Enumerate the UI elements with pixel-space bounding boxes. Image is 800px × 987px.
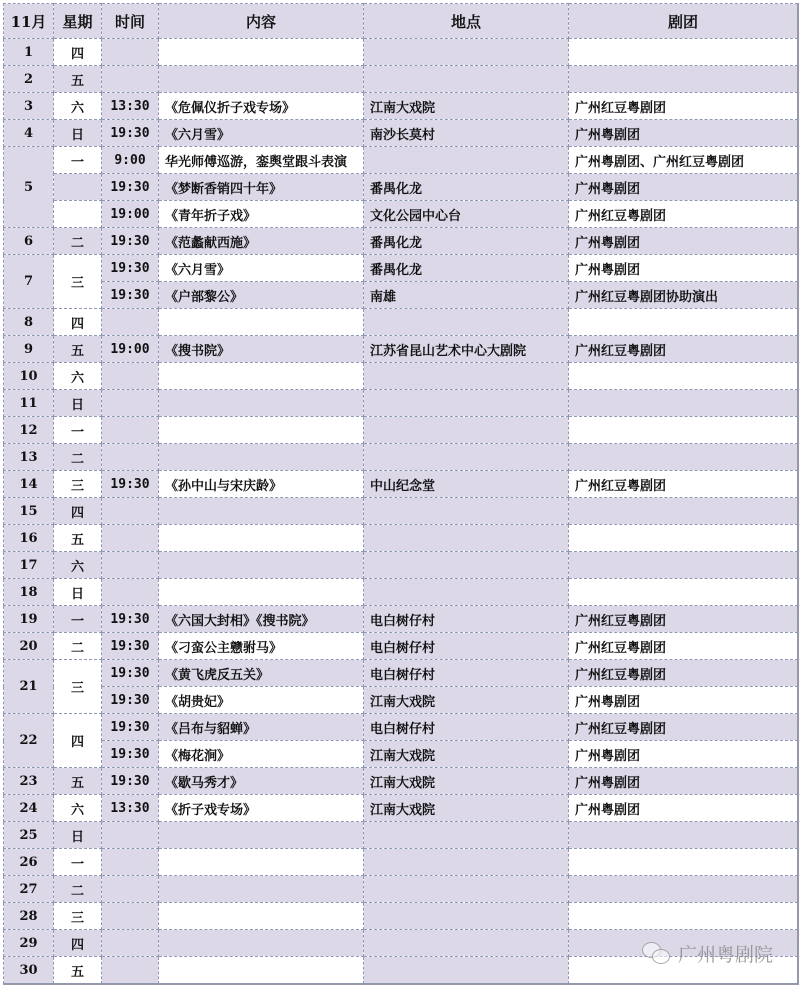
content-cell <box>159 444 364 471</box>
venue-cell: 江南大戏院 <box>364 93 569 120</box>
venue-cell <box>364 876 569 903</box>
time-cell <box>102 417 159 444</box>
troupe-cell <box>569 66 798 93</box>
date-cell: 21 <box>4 660 54 714</box>
weekday-cell: 二 <box>54 228 102 255</box>
header-month: 11月 <box>4 4 54 39</box>
venue-cell <box>364 903 569 930</box>
table-row <box>4 120 798 147</box>
venue-cell <box>364 66 569 93</box>
troupe-cell <box>569 876 798 903</box>
date-cell: 20 <box>4 633 54 660</box>
table-row <box>4 174 798 201</box>
time-cell: 19:30 <box>102 228 159 255</box>
weekday-cell: 日 <box>54 822 102 849</box>
content-cell: 《危佩仪折子戏专场》 <box>159 93 364 120</box>
date-cell: 3 <box>4 93 54 120</box>
weekday-cell: 四 <box>54 498 102 525</box>
date-cell: 13 <box>4 444 54 471</box>
content-cell <box>159 930 364 957</box>
table-row <box>4 417 798 444</box>
venue-cell: 电白树仔村 <box>364 660 569 687</box>
table-row <box>4 498 798 525</box>
time-cell: 19:30 <box>102 768 159 795</box>
weekday-cell: 五 <box>54 336 102 363</box>
weekday-cell: 三 <box>54 255 102 309</box>
venue-cell: 番禺化龙 <box>364 228 569 255</box>
date-cell: 16 <box>4 525 54 552</box>
content-cell: 《青年折子戏》 <box>159 201 364 228</box>
venue-cell <box>364 822 569 849</box>
content-cell <box>159 498 364 525</box>
time-cell <box>102 309 159 336</box>
time-cell <box>102 444 159 471</box>
table-row <box>4 390 798 417</box>
venue-cell <box>364 39 569 66</box>
venue-cell <box>364 579 569 606</box>
content-cell: 《黄飞虎反五关》 <box>159 660 364 687</box>
troupe-cell: 广州粤剧团 <box>569 687 798 714</box>
date-cell: 12 <box>4 417 54 444</box>
venue-cell: 电白树仔村 <box>364 633 569 660</box>
troupe-cell: 广州粤剧团 <box>569 120 798 147</box>
time-cell <box>102 525 159 552</box>
weekday-cell: 六 <box>54 552 102 579</box>
content-cell: 《六月雪》 <box>159 120 364 147</box>
weekday-cell <box>54 201 102 228</box>
date-cell: 8 <box>4 309 54 336</box>
date-cell: 5 <box>4 147 54 228</box>
weekday-cell: 六 <box>54 795 102 822</box>
date-cell: 4 <box>4 120 54 147</box>
table-row <box>4 93 798 120</box>
date-cell: 26 <box>4 849 54 876</box>
time-cell: 19:30 <box>102 633 159 660</box>
weekday-cell: 二 <box>54 876 102 903</box>
date-cell: 25 <box>4 822 54 849</box>
table-row <box>4 768 798 795</box>
troupe-cell: 广州粤剧团 <box>569 768 798 795</box>
header-content: 内容 <box>159 4 364 39</box>
date-cell: 7 <box>4 255 54 309</box>
wechat-icon <box>642 941 672 965</box>
troupe-cell: 广州红豆粤剧团 <box>569 336 798 363</box>
table-row <box>4 822 798 849</box>
time-cell: 19:30 <box>102 741 159 768</box>
venue-cell: 江南大戏院 <box>364 741 569 768</box>
venue-cell: 文化公园中心台 <box>364 201 569 228</box>
weekday-cell: 六 <box>54 93 102 120</box>
date-cell: 30 <box>4 957 54 984</box>
venue-cell: 电白树仔村 <box>364 606 569 633</box>
troupe-cell: 广州红豆粤剧团 <box>569 714 798 741</box>
troupe-cell: 广州红豆粤剧团协助演出 <box>569 282 798 309</box>
time-cell: 19:00 <box>102 201 159 228</box>
content-cell <box>159 552 364 579</box>
date-cell: 27 <box>4 876 54 903</box>
content-cell: 《歇马秀才》 <box>159 768 364 795</box>
weekday-cell: 三 <box>54 660 102 714</box>
watermark <box>642 938 773 968</box>
weekday-cell: 日 <box>54 579 102 606</box>
time-cell: 19:30 <box>102 471 159 498</box>
weekday-cell: 五 <box>54 957 102 984</box>
header-row <box>4 4 798 39</box>
weekday-cell: 一 <box>54 606 102 633</box>
time-cell: 19:30 <box>102 120 159 147</box>
time-cell: 13:30 <box>102 795 159 822</box>
time-cell: 19:30 <box>102 606 159 633</box>
weekday-cell: 四 <box>54 39 102 66</box>
date-cell: 18 <box>4 579 54 606</box>
table-row <box>4 228 798 255</box>
weekday-cell: 三 <box>54 903 102 930</box>
table-row <box>4 606 798 633</box>
table-row <box>4 876 798 903</box>
time-cell <box>102 66 159 93</box>
weekday-cell: 日 <box>54 390 102 417</box>
table-row <box>4 336 798 363</box>
content-cell <box>159 525 364 552</box>
time-cell <box>102 390 159 417</box>
time-cell: 19:30 <box>102 714 159 741</box>
weekday-cell: 三 <box>54 471 102 498</box>
troupe-cell <box>569 822 798 849</box>
date-cell: 2 <box>4 66 54 93</box>
table-row <box>4 714 798 741</box>
venue-cell: 番禺化龙 <box>364 174 569 201</box>
table-row <box>4 444 798 471</box>
table-row <box>4 552 798 579</box>
troupe-cell: 广州红豆粤剧团 <box>569 633 798 660</box>
content-cell: 《刁蛮公主戆驸马》 <box>159 633 364 660</box>
troupe-cell: 广州粤剧团 <box>569 174 798 201</box>
venue-cell <box>364 525 569 552</box>
time-cell: 19:30 <box>102 660 159 687</box>
table-row <box>4 282 798 309</box>
content-cell: 《梅花涧》 <box>159 741 364 768</box>
weekday-cell: 四 <box>54 930 102 957</box>
venue-cell: 中山纪念堂 <box>364 471 569 498</box>
header-troupe: 剧团 <box>569 4 798 39</box>
weekday-cell: 五 <box>54 66 102 93</box>
date-cell: 15 <box>4 498 54 525</box>
table-row <box>4 849 798 876</box>
troupe-cell <box>569 903 798 930</box>
table-row <box>4 795 798 822</box>
venue-cell <box>364 444 569 471</box>
table-row <box>4 309 798 336</box>
troupe-cell: 广州红豆粤剧团 <box>569 471 798 498</box>
venue-cell <box>364 498 569 525</box>
weekday-cell: 二 <box>54 633 102 660</box>
content-cell: 《范蠡献西施》 <box>159 228 364 255</box>
troupe-cell: 广州红豆粤剧团 <box>569 606 798 633</box>
date-cell: 23 <box>4 768 54 795</box>
venue-cell: 江南大戏院 <box>364 768 569 795</box>
content-cell <box>159 39 364 66</box>
troupe-cell <box>569 363 798 390</box>
time-cell <box>102 552 159 579</box>
content-cell <box>159 363 364 390</box>
content-cell <box>159 957 364 984</box>
troupe-cell: 广州粤剧团、广州红豆粤剧团 <box>569 147 798 174</box>
table-row <box>4 633 798 660</box>
venue-cell <box>364 552 569 579</box>
time-cell <box>102 363 159 390</box>
date-cell: 17 <box>4 552 54 579</box>
table-row <box>4 255 798 282</box>
time-cell <box>102 957 159 984</box>
troupe-cell: 广州红豆粤剧团 <box>569 660 798 687</box>
venue-cell <box>364 390 569 417</box>
content-cell: 《六国大封相》《搜书院》 <box>159 606 364 633</box>
weekday-cell <box>54 174 102 201</box>
venue-cell: 电白树仔村 <box>364 714 569 741</box>
troupe-cell: 广州粤剧团 <box>569 741 798 768</box>
troupe-cell: 广州粤剧团 <box>569 255 798 282</box>
venue-cell: 江苏省昆山艺术中心大剧院 <box>364 336 569 363</box>
performance-schedule-table <box>3 3 798 984</box>
content-cell: 《六月雪》 <box>159 255 364 282</box>
weekday-cell: 四 <box>54 714 102 768</box>
date-cell: 9 <box>4 336 54 363</box>
time-cell <box>102 903 159 930</box>
time-cell <box>102 930 159 957</box>
schedule-body <box>4 39 798 984</box>
venue-cell <box>364 957 569 984</box>
date-cell: 22 <box>4 714 54 768</box>
weekday-cell: 一 <box>54 417 102 444</box>
table-row <box>4 660 798 687</box>
weekday-cell: 二 <box>54 444 102 471</box>
table-row <box>4 525 798 552</box>
troupe-cell <box>569 498 798 525</box>
time-cell: 19:30 <box>102 255 159 282</box>
time-cell: 19:30 <box>102 282 159 309</box>
troupe-cell <box>569 309 798 336</box>
date-cell: 29 <box>4 930 54 957</box>
time-cell <box>102 39 159 66</box>
content-cell <box>159 903 364 930</box>
weekday-cell: 日 <box>54 120 102 147</box>
troupe-cell <box>569 39 798 66</box>
table-row <box>4 147 798 174</box>
time-cell: 19:30 <box>102 174 159 201</box>
table-row <box>4 39 798 66</box>
table-row <box>4 687 798 714</box>
venue-cell <box>364 849 569 876</box>
table-row <box>4 579 798 606</box>
venue-cell: 南沙长莫村 <box>364 120 569 147</box>
header-time: 时间 <box>102 4 159 39</box>
content-cell <box>159 417 364 444</box>
content-cell: 《梦断香销四十年》 <box>159 174 364 201</box>
date-cell: 1 <box>4 39 54 66</box>
table-row <box>4 903 798 930</box>
troupe-cell <box>569 579 798 606</box>
content-cell <box>159 876 364 903</box>
date-cell: 11 <box>4 390 54 417</box>
weekday-cell: 五 <box>54 768 102 795</box>
table-row <box>4 741 798 768</box>
time-cell <box>102 822 159 849</box>
content-cell <box>159 822 364 849</box>
weekday-cell: 一 <box>54 147 102 174</box>
table-row <box>4 201 798 228</box>
venue-cell: 江南大戏院 <box>364 687 569 714</box>
troupe-cell <box>569 849 798 876</box>
weekday-cell: 六 <box>54 363 102 390</box>
time-cell <box>102 579 159 606</box>
venue-cell: 南雄 <box>364 282 569 309</box>
table-row <box>4 66 798 93</box>
date-cell: 19 <box>4 606 54 633</box>
header-venue: 地点 <box>364 4 569 39</box>
content-cell: 《搜书院》 <box>159 336 364 363</box>
table-row <box>4 471 798 498</box>
time-cell: 19:00 <box>102 336 159 363</box>
time-cell <box>102 876 159 903</box>
date-cell: 14 <box>4 471 54 498</box>
weekday-cell: 四 <box>54 309 102 336</box>
watermark-text: 广州粤剧院 <box>678 943 774 966</box>
venue-cell <box>364 417 569 444</box>
venue-cell: 江南大戏院 <box>364 795 569 822</box>
date-cell: 10 <box>4 363 54 390</box>
date-cell: 24 <box>4 795 54 822</box>
time-cell <box>102 849 159 876</box>
weekday-cell: 一 <box>54 849 102 876</box>
table-row <box>4 363 798 390</box>
weekday-cell: 五 <box>54 525 102 552</box>
venue-cell <box>364 930 569 957</box>
header-weekday: 星期 <box>54 4 102 39</box>
content-cell <box>159 309 364 336</box>
troupe-cell <box>569 417 798 444</box>
venue-cell <box>364 147 569 174</box>
content-cell <box>159 66 364 93</box>
troupe-cell <box>569 525 798 552</box>
venue-cell: 番禺化龙 <box>364 255 569 282</box>
troupe-cell: 广州红豆粤剧团 <box>569 201 798 228</box>
time-cell: 9:00 <box>102 147 159 174</box>
content-cell: 《折子戏专场》 <box>159 795 364 822</box>
troupe-cell <box>569 444 798 471</box>
troupe-cell <box>569 552 798 579</box>
troupe-cell: 广州粤剧团 <box>569 795 798 822</box>
time-cell: 13:30 <box>102 93 159 120</box>
content-cell <box>159 579 364 606</box>
content-cell: 《胡贵妃》 <box>159 687 364 714</box>
schedule-sheet <box>3 3 799 985</box>
troupe-cell: 广州红豆粤剧团 <box>569 93 798 120</box>
troupe-cell <box>569 390 798 417</box>
content-cell: 华光师傅巡游，銮舆堂跟斗表演 <box>159 147 364 174</box>
date-cell: 28 <box>4 903 54 930</box>
content-cell <box>159 390 364 417</box>
time-cell: 19:30 <box>102 687 159 714</box>
venue-cell <box>364 363 569 390</box>
venue-cell <box>364 309 569 336</box>
content-cell <box>159 849 364 876</box>
content-cell: 《户部黎公》 <box>159 282 364 309</box>
content-cell: 《孙中山与宋庆龄》 <box>159 471 364 498</box>
date-cell: 6 <box>4 228 54 255</box>
content-cell: 《吕布与貂蝉》 <box>159 714 364 741</box>
troupe-cell: 广州粤剧团 <box>569 228 798 255</box>
time-cell <box>102 498 159 525</box>
